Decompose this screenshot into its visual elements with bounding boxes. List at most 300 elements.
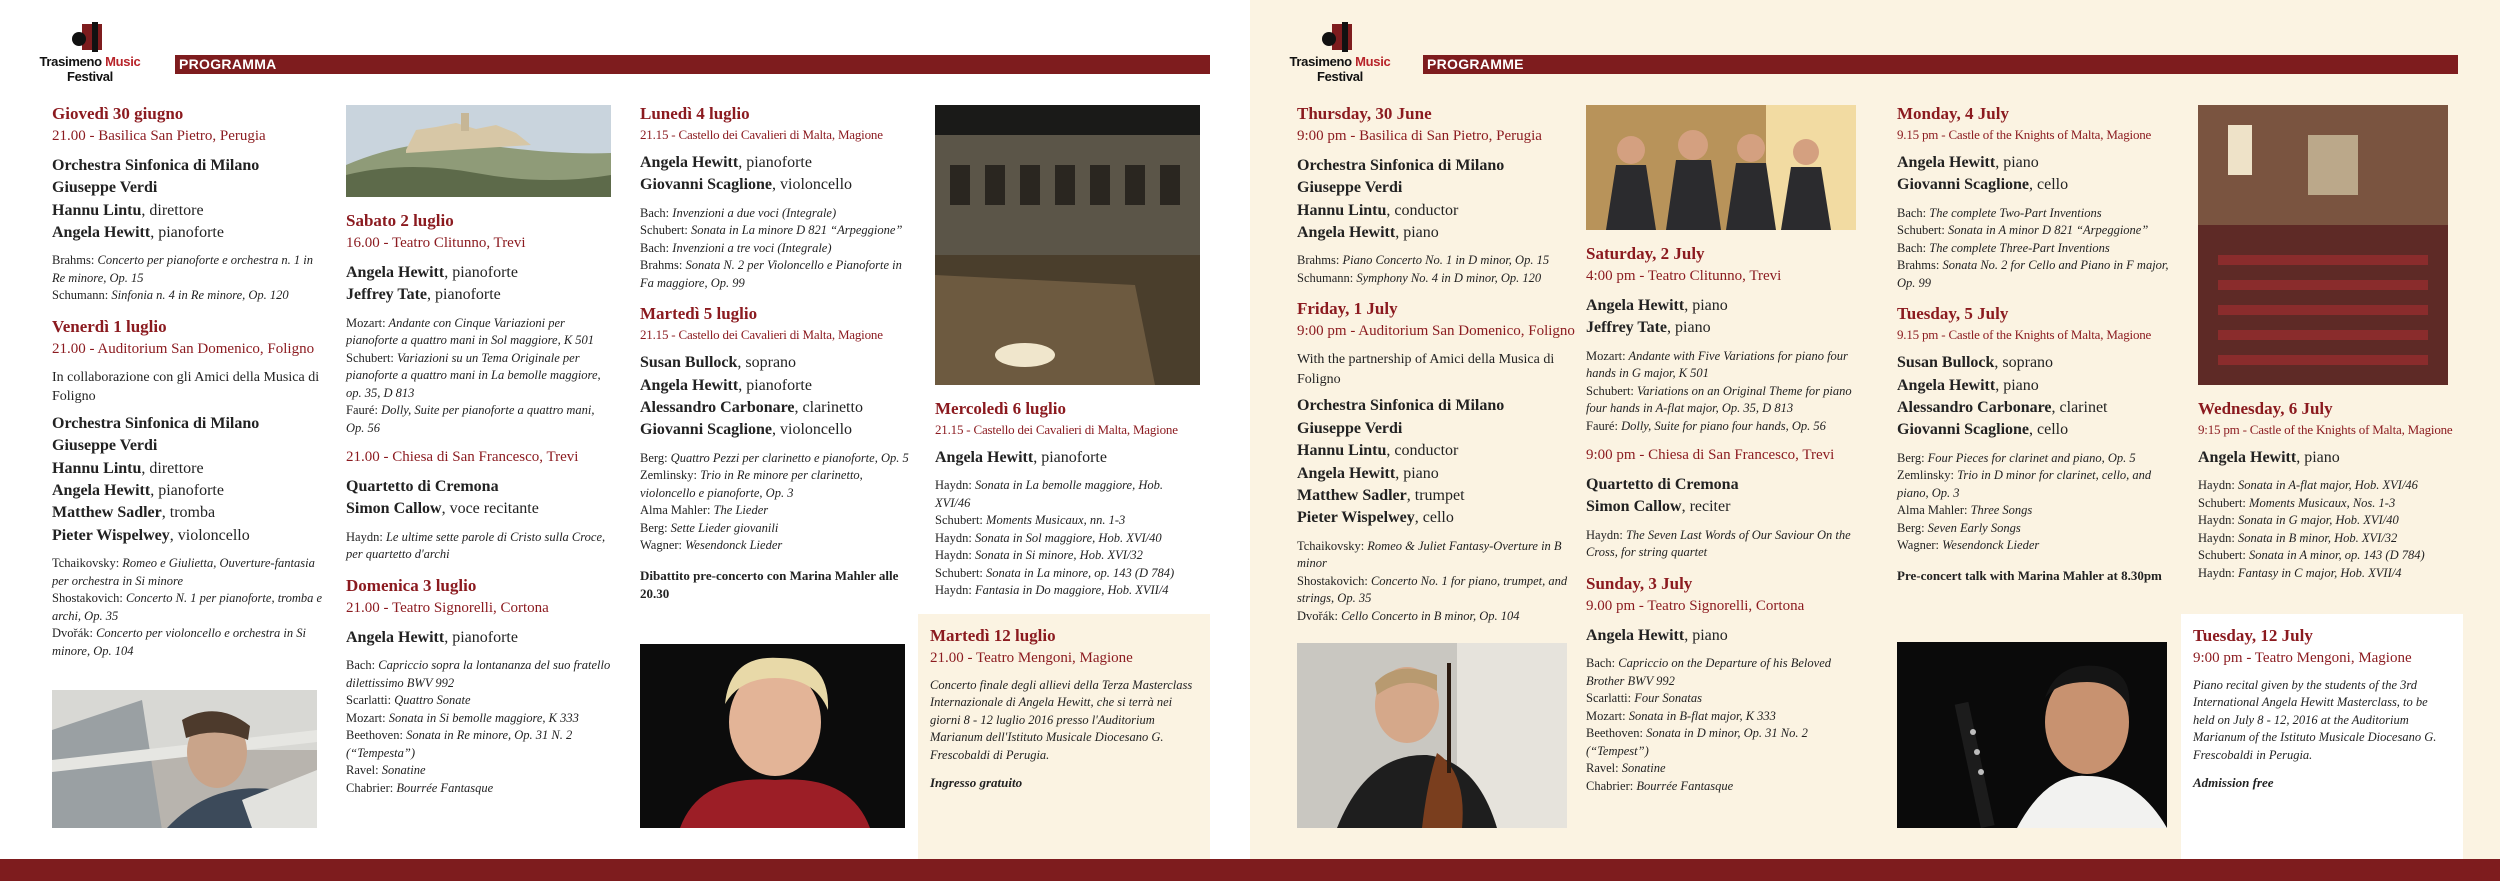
programme-item [640, 257, 915, 292]
composer: Berg: [1897, 520, 1925, 535]
performer-role: , pianoforte [1033, 448, 1107, 466]
work: Sinfonia n. 4 in Re minore, Op. 120 [108, 288, 289, 303]
performer-role: , violoncello [772, 176, 853, 194]
en-masterclass-box [2181, 614, 2463, 860]
masterclass-description: Concerto finale degli allievi della Terza Masterclass Internazionale di Angela Hewitt, che si terrà nei giorni 8 - 12 luglio 2016 presso l'Auditorium Marianum dell'Istituto Musicale Diocesano G. Frescobaldi di Perugia. [930, 677, 1193, 762]
performer-list [2198, 447, 2458, 469]
performer-name: Alessandro Carbonare [1897, 399, 2052, 417]
programme-item [2198, 530, 2458, 548]
composer: Ravel: [1586, 761, 1619, 776]
composer: Schubert: [2198, 495, 2246, 510]
programme-list [1586, 348, 1861, 436]
concert-venue: 16.00 - Teatro Clitunno, Trevi [346, 234, 526, 251]
work: Capriccio sopra la lontananza del suo fratello dilettissimo BWV 992 [346, 658, 611, 690]
work: Sonata in G major, Hob. XVI/40 [2234, 513, 2399, 528]
composer: Alma Mahler: [1897, 503, 1968, 518]
performer-list [1586, 295, 1861, 340]
work: Quattro Sonate [391, 693, 471, 708]
work: Sonatine [378, 763, 426, 778]
concert-venue: 21.15 - Castello dei Cavalieri di Malta, Magione [640, 126, 883, 142]
programme-item [935, 477, 1200, 512]
performer-name: Hannu Lintu [1297, 201, 1387, 219]
work: Sonata in Si bemolle maggiore, K 333 [385, 710, 579, 725]
programme-item [640, 240, 915, 258]
performer-list [52, 413, 327, 547]
programme-item [1897, 467, 2182, 502]
composer: Schumann: [52, 288, 109, 303]
work: Variations on an Original Theme for piano four hands in A-flat major, Op. 35, D 813 [1586, 383, 1852, 416]
concert-venue: 9:00 pm - Chiesa di San Francesco, Trevi [1586, 447, 1835, 464]
programme-list [1586, 655, 1861, 795]
composer: Schubert: [640, 223, 688, 238]
composer: Dvořák: [1297, 608, 1338, 623]
performer-role: , trumpet [1406, 486, 1465, 504]
performer-name: Giuseppe Verdi [1297, 419, 1403, 437]
work: Dolly, Suite for piano four hands, Op. 56 [1617, 418, 1826, 433]
performer-role: , voce recitante [441, 500, 539, 518]
composer: Bach: [640, 205, 670, 220]
concert-venue: 21.15 - Castello dei Cavalieri di Malta, Magione [935, 421, 1178, 437]
work: Trio in Re minore per clarinetto, violoncello e pianoforte, Op. 3 [640, 468, 863, 500]
programme-list [346, 315, 611, 438]
concert-entry [346, 574, 611, 797]
performer-role: , piano [1684, 296, 1728, 314]
performer-list [346, 627, 611, 649]
concert-venue: 9.15 pm - Castle of the Knights of Malta, Magione [1897, 126, 2152, 142]
it-column-2 [346, 207, 611, 807]
clarinettist-photo [1897, 642, 2167, 828]
concert-venue: 21.00 - Teatro Signorelli, Cortona [346, 599, 549, 616]
work: Sonata in Si minore, Hob. XVI/32 [971, 548, 1143, 563]
composer: Haydn: [2198, 513, 2235, 528]
performer [346, 627, 611, 649]
work: Cello Concerto in B minor, Op. 104 [1337, 608, 1520, 623]
admission-note: Admission free [2193, 775, 2274, 791]
performer [640, 419, 915, 441]
performer-role: , clarinetto [794, 399, 863, 417]
concert-day: Tuesday, 12 July [2193, 626, 2313, 645]
performer [640, 352, 915, 374]
composer: Zemlinsky: [1897, 468, 1954, 483]
footer-bar [0, 859, 2500, 881]
performer-list [1897, 352, 2182, 442]
programme-item [1297, 608, 1582, 626]
composer: Haydn: [2198, 565, 2235, 580]
performer-name: Hannu Lintu [52, 201, 142, 219]
trevi-landscape-photo [346, 105, 611, 197]
programme-item [1586, 383, 1861, 418]
composer: Brahms: [52, 253, 95, 268]
performer [1586, 474, 1861, 496]
performer-name: Giuseppe Verdi [1297, 179, 1403, 197]
performer-role: , cello [1414, 509, 1454, 527]
performer-name: Angela Hewitt [346, 263, 445, 281]
programme-item [1586, 348, 1861, 383]
concert-venue: 21.00 - Teatro Mengoni, Magione [930, 649, 1133, 666]
composer: Mozart: [346, 315, 386, 330]
performer-role: , piano [2296, 448, 2340, 466]
performer-list [1297, 155, 1582, 245]
festival-logo-mark-en [1320, 22, 1360, 52]
performer [346, 498, 611, 520]
work: Capriccio on the Departure of his Beloved Brother BWV 992 [1586, 656, 1831, 688]
concert-day: Mercoledì 6 luglio [935, 399, 1066, 418]
concert-entry [2198, 397, 2458, 582]
performer-name: Angela Hewitt [52, 482, 151, 500]
composer: Beethoven: [1586, 726, 1643, 741]
composer: Schumann: [1297, 270, 1354, 285]
work: Piano Concerto No. 1 in D minor, Op. 15 [1339, 253, 1550, 268]
programme-list [935, 477, 1200, 600]
concert-entry [52, 315, 327, 660]
concert-day: Martedì 5 luglio [640, 304, 758, 324]
programme-list [1897, 450, 2182, 555]
performer-name: Angela Hewitt [2198, 448, 2297, 466]
work: Variazioni su un Tema Originale per pianoforte a quattro mani in La bemolle maggiore, op. 35, D 813 [346, 350, 601, 400]
performer [1297, 155, 1582, 177]
work: Sonata in A minor D 821 “Arpeggione” [1944, 223, 2149, 238]
composer: Bach: [346, 658, 376, 673]
performer-name: Matthew Sadler [1297, 486, 1407, 504]
programma-header-bar: PROGRAMMA [175, 55, 1210, 74]
performer-role: , pianoforte [738, 376, 812, 394]
performer-name: Angela Hewitt [640, 153, 739, 171]
performer-name: Angela Hewitt [1897, 153, 1996, 171]
concert-entry [1297, 297, 1582, 625]
performer-name: Alessandro Carbonare [640, 399, 795, 417]
performer-name: Angela Hewitt [640, 376, 739, 394]
work: Sonata in La minore D 821 “Arpeggione” [687, 223, 903, 238]
composer: Brahms: [640, 258, 683, 273]
composer: Chabrier: [346, 780, 394, 795]
concert-note: With the partnership of Amici della Musica di Foligno [1297, 352, 1555, 387]
italian-programme-panel [0, 0, 1250, 860]
programme-list [52, 252, 327, 305]
performer [52, 222, 327, 244]
concert-entry [640, 302, 915, 603]
work: Sonata in Re minore, Op. 31 N. 2 (“Tempesta”) [346, 728, 573, 760]
composer: Wagner: [640, 538, 683, 553]
performer-list [346, 476, 611, 521]
concert-entry [1586, 572, 1861, 795]
programme-item [1897, 240, 2182, 258]
composer: Scarlatti: [1586, 691, 1632, 706]
performer-role: , piano [1995, 153, 2039, 171]
work: Quattro Pezzi per clarinetto e pianoforte, Op. 5 [667, 450, 909, 465]
programme-item [1897, 450, 2182, 468]
programme-item [935, 530, 1200, 548]
concert-day: Saturday, 2 July [1586, 244, 1705, 263]
programme-item [346, 529, 611, 564]
work: Sonata in B minor, Hob. XVI/32 [2234, 530, 2398, 545]
composer: Schubert: [935, 565, 983, 580]
work: Concerto per violoncello e orchestra in Si minore, Op. 104 [52, 626, 307, 658]
concert-entry [1897, 102, 2182, 292]
composer: Bach: [640, 240, 670, 255]
work: Romeo e Giulietta, Ouverture-fantasia per orchestra in Si minore [52, 556, 315, 588]
performer [1586, 295, 1861, 317]
programme-item [1897, 537, 2182, 555]
work: Sonata No. 2 for Cello and Piano in F major, Op. 99 [1897, 258, 2169, 290]
programme-item [1297, 270, 1582, 288]
programme-list [1297, 538, 1582, 626]
it-masterclass-box [918, 614, 1210, 860]
composer: Wagner: [1897, 538, 1940, 553]
composer: Zemlinsky: [640, 468, 697, 483]
programme-item [346, 710, 611, 728]
programme-item [1586, 708, 1861, 726]
work: The complete Two-Part Inventions [1926, 205, 2102, 220]
concert-entry [1586, 242, 1861, 435]
performer [640, 397, 915, 419]
castle-hall-photo [2198, 105, 2448, 385]
composer: Mozart: [1586, 708, 1626, 723]
performer-name: Angela Hewitt [1586, 296, 1685, 314]
performer [52, 413, 327, 435]
composer: Schubert: [935, 513, 983, 528]
concert-venue: 9:00 pm - Teatro Mengoni, Magione [2193, 649, 2412, 666]
pre-concert-talk: Pre-concert talk with Marina Mahler at 8.30pm [1897, 567, 2162, 583]
programme-item [346, 762, 611, 780]
work: Concerto N. 1 per pianoforte, tromba e archi, Op. 35 [52, 591, 323, 623]
performer [1297, 222, 1582, 244]
performer-role: , soprano [1994, 354, 2054, 372]
concert-day: Wednesday, 6 July [2198, 399, 2333, 418]
programme-item [2198, 495, 2458, 513]
performer-role: , direttore [141, 201, 204, 219]
work: Sonatine [1618, 761, 1666, 776]
programme-item [640, 450, 915, 468]
performer [1297, 440, 1582, 462]
performer-name: Giuseppe Verdi [52, 179, 158, 197]
concert-venue: 21.00 - Chiesa di San Francesco, Trevi [346, 449, 579, 466]
programme-item [346, 657, 611, 692]
performer-role: , pianoforte [427, 286, 501, 304]
work: Four Sonatas [1631, 691, 1702, 706]
concert-day: Sunday, 3 July [1586, 573, 1693, 593]
programme-item [2198, 547, 2458, 565]
programme-item [346, 780, 611, 798]
concert-day: Giovedì 30 giugno [52, 104, 184, 123]
castle-courtyard-photo [935, 105, 1200, 385]
composer: Tchaikovsky: [52, 556, 120, 571]
programme-item [1297, 252, 1582, 270]
programme-item [346, 350, 611, 403]
concert-day: Venerdì 1 luglio [52, 316, 167, 336]
programme-item [2198, 477, 2458, 495]
performer-name: Pieter Wispelwey [52, 526, 170, 544]
concert-entry [1897, 302, 2182, 585]
work: The complete Three-Part Inventions [1926, 240, 2110, 255]
performer [1897, 152, 2182, 174]
work: Symphony No. 4 in D minor, Op. 120 [1353, 270, 1542, 285]
performer [640, 375, 915, 397]
composer: Shostakovich: [1297, 573, 1368, 588]
composer: Beethoven: [346, 728, 403, 743]
performer [1897, 419, 2182, 441]
work: Concerto No. 1 for piano, trumpet, and strings, Op. 35 [1297, 573, 1568, 606]
performer [1586, 317, 1861, 339]
cellist-photo [1297, 643, 1567, 828]
work: Three Songs [1967, 503, 2033, 518]
work: Sonata in A-flat major, Hob. XVI/46 [2234, 478, 2418, 493]
composer: Bach: [1897, 240, 1927, 255]
performer [1297, 177, 1582, 199]
concert-venue: 21.00 - Auditorium San Domenico, Foligno [52, 340, 315, 357]
work: Sette Lieder giovanili [667, 520, 779, 535]
performer-role: , tromba [161, 504, 216, 522]
performer-name: Giovanni Scaglione [1897, 176, 2030, 194]
performer [1297, 463, 1582, 485]
concert-venue: 21.00 - Basilica San Pietro, Perugia [52, 127, 266, 144]
concert-venue: 4:00 pm - Teatro Clitunno, Trevi [1586, 267, 1782, 284]
performer-role: , clarinet [2051, 399, 2108, 417]
concert-day: Monday, 4 July [1897, 104, 2009, 123]
performer-role: , pianoforte [444, 628, 518, 646]
en-column-3 [1897, 100, 2182, 585]
performer-role: , pianoforte [150, 223, 224, 241]
composer: Schubert: [346, 350, 394, 365]
programme-item [1586, 655, 1861, 690]
performer [52, 480, 327, 502]
performer [1297, 418, 1582, 440]
performer-name: Giovanni Scaglione [1897, 421, 2030, 439]
performer [52, 435, 327, 457]
performer [52, 525, 327, 547]
performer-name: Susan Bullock [1897, 354, 1995, 372]
work: Wesendonck Lieder [1939, 538, 2040, 553]
composer: Shostakovich: [52, 591, 123, 606]
performer-list [1586, 625, 1861, 647]
programme-item [1297, 538, 1582, 573]
performer-role: , pianoforte [150, 482, 224, 500]
performer-name: Quartetto di Cremona [1586, 476, 1739, 494]
performer [52, 155, 327, 177]
performer-role: , piano [1684, 626, 1728, 644]
performer-name: Quartetto di Cremona [346, 478, 499, 496]
programme-item [1586, 418, 1861, 436]
performer-role: , pianoforte [444, 263, 518, 281]
programme-item [1897, 502, 2182, 520]
work: Moments Musicaux, nn. 1-3 [982, 513, 1126, 528]
composer: Chabrier: [1586, 778, 1634, 793]
work: The Lieder [710, 503, 769, 518]
performer-list [935, 447, 1200, 469]
performer-list [640, 152, 915, 197]
concert-venue: 21.15 - Castello dei Cavalieri di Malta, Magione [640, 327, 883, 343]
concert-venue: 9:00 pm - Basilica di San Pietro, Perugia [1297, 127, 1542, 144]
performer-name: Matthew Sadler [52, 504, 162, 522]
performer [52, 177, 327, 199]
programme-item [346, 727, 611, 762]
performer-name: Simon Callow [1586, 498, 1682, 516]
programme-item [935, 582, 1200, 600]
concert-day: Domenica 3 luglio [346, 575, 477, 595]
composer: Haydn: [2198, 478, 2235, 493]
masterclass-description: Piano recital given by the students of the 3rd International Angela Hewitt Masterclass, to be held on July 8 - 12, 2016 at the Auditorium Marianum of the Istituto Musicale Diocesano G. Frescobaldi in Perugia. [2193, 677, 2437, 762]
composer: Fauré: [346, 403, 378, 418]
programme-item [52, 590, 327, 625]
performer-name: Angela Hewitt [1297, 464, 1396, 482]
performer-name: Simon Callow [346, 500, 442, 518]
programme-item [640, 222, 915, 240]
concert-venue: 9.00 pm - Teatro Signorelli, Cortona [1586, 597, 1805, 614]
programme-item [1897, 205, 2182, 223]
work: Sonata in B-flat major, K 333 [1625, 708, 1776, 723]
performer-name: Angela Hewitt [1897, 376, 1996, 394]
programme-item [640, 502, 915, 520]
concert-venue: 9:15 pm - Castle of the Knights of Malta, Magione [2198, 421, 2453, 437]
performer-role: , pianoforte [738, 153, 812, 171]
performer [2198, 447, 2458, 469]
work: Fantasia in Do maggiore, Hob. XVII/4 [971, 583, 1169, 598]
performer-name: Angela Hewitt [52, 223, 151, 241]
en-column-2 [1586, 240, 1861, 805]
programme-item [346, 315, 611, 350]
performer-role: , piano [1995, 376, 2039, 394]
composer: Schubert: [1897, 223, 1945, 238]
programme-item [935, 547, 1200, 565]
concert-entry [52, 102, 327, 305]
composer: Bach: [1586, 656, 1616, 671]
programme-item [52, 555, 327, 590]
performer-list [52, 155, 327, 245]
composer: Bach: [1897, 205, 1927, 220]
work: Invenzioni a tre voci (Integrale) [669, 240, 832, 255]
programme-item [2198, 512, 2458, 530]
concert-entry [1586, 445, 1861, 562]
performer-role: , violoncello [169, 526, 250, 544]
performer-list [1586, 474, 1861, 519]
performer-name: Angela Hewitt [1297, 223, 1396, 241]
en-column-1 [1297, 100, 1582, 635]
performer-name: Orchestra Sinfonica di Milano [52, 414, 260, 432]
performer [1297, 485, 1582, 507]
work: Bourrée Fantasque [393, 780, 494, 795]
programme-item [346, 402, 611, 437]
concert-day: Martedì 12 luglio [930, 626, 1056, 645]
performer [1297, 200, 1582, 222]
work: Romeo & Juliet Fantasy-Overture in B minor [1297, 538, 1562, 571]
performer-role: , piano [1395, 223, 1439, 241]
programme-list [1586, 527, 1861, 562]
composer: Brahms: [1297, 253, 1340, 268]
composer: Ravel: [346, 763, 379, 778]
performer-name: Orchestra Sinfonica di Milano [1297, 156, 1505, 174]
pianist-photo [52, 690, 317, 828]
programme-item [52, 625, 327, 660]
programme-item [1897, 520, 2182, 538]
programme-list [640, 205, 915, 293]
performer-name: Angela Hewitt [346, 628, 445, 646]
performer-role: , direttore [141, 459, 204, 477]
composer: Mozart: [346, 710, 386, 725]
concert-entry [935, 397, 1200, 600]
performer [346, 476, 611, 498]
concert-entry [930, 624, 1198, 792]
en-column-4 [2198, 395, 2458, 592]
programme-item [1586, 778, 1861, 796]
pre-concert-talk: Dibattito pre-concerto con Marina Mahler alle 20.30 [640, 567, 899, 601]
composer: Dvořák: [52, 626, 93, 641]
performer-name: Jeffrey Tate [1586, 319, 1668, 337]
programme-item [1586, 527, 1861, 562]
performer-name: Jeffrey Tate [346, 286, 428, 304]
programme-item [1586, 690, 1861, 708]
programme-item [52, 287, 327, 305]
admission-note: Ingresso gratuito [930, 775, 1023, 791]
concert-note: In collaborazione con gli Amici della Musica di Foligno [52, 369, 320, 405]
